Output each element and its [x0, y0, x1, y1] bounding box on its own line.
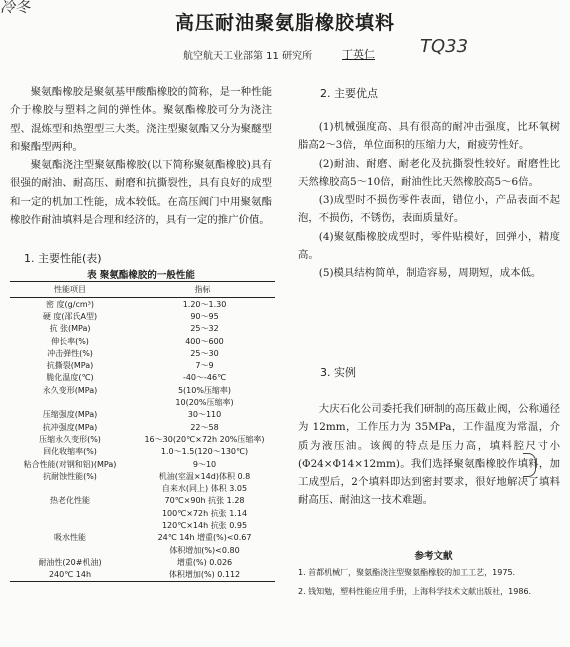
table-cell-value: 增重(%) 0.026	[176, 557, 233, 567]
table-cell-value: 体积增加(%) 0.112	[130, 569, 275, 582]
table-row	[10, 421, 275, 433]
advantage-item: (2)耐油、耐磨、耐老化及抗撕裂性较好。耐磨性比天然橡胶高5～10倍，耐油性比天然橡胶高5～6倍。	[298, 157, 560, 188]
table-cell-value: 体积增加(%)<0.80	[169, 545, 240, 555]
handwritten-bracket-mark	[523, 453, 536, 477]
table-row	[10, 359, 275, 371]
table-cell-property: 压缩永久变形(%)	[39, 434, 101, 444]
table-cell-property: 吸水性能	[54, 533, 86, 543]
table-row	[10, 384, 275, 396]
table-header-row	[10, 282, 275, 298]
author-name: 丁英仁	[342, 48, 375, 61]
table-row	[10, 323, 275, 335]
table-cell-property: 抗耐蚀性能(%)	[43, 471, 97, 481]
table-row	[10, 532, 275, 544]
handwritten-corner-mark: 冷冬	[0, 0, 31, 16]
table-cell-property: 抗 张(MPa)	[49, 324, 91, 334]
table-cell-value: 1.20～1.30	[182, 299, 227, 309]
table-cell-value: 24℃ 14h 增重(%)<0.67	[157, 533, 252, 543]
table-cell-property: 抗冲强度(MPa)	[42, 422, 98, 432]
section-3-heading: 3. 实例	[320, 366, 356, 379]
table-cell-value: 70℃×90h 抗张 1.28	[164, 496, 245, 506]
table-row	[10, 482, 275, 494]
table-cell-value: 120℃×14h 抗张 0.95	[161, 520, 248, 530]
properties-table	[10, 281, 275, 582]
table-cell-value: 10(20%压缩率)	[175, 398, 234, 408]
table-cell-value: 1.0～1.5(120～130℃)	[160, 447, 249, 457]
table-cell-property: 压缩强度(MPa)	[42, 410, 98, 420]
table-cell-property: 密 度(g/cm³)	[46, 299, 94, 309]
author-affiliation: 航空航天工业部第 11 研究所	[183, 51, 313, 62]
page-title: 高压耐油聚氨脂橡胶填料	[174, 12, 395, 34]
table-cell-property: 240℃ 14h	[10, 569, 130, 582]
references-list	[298, 566, 560, 603]
table-cell-property: 热老化性能	[50, 496, 90, 506]
table-header-property: 性能项目	[10, 282, 130, 298]
section-2-heading: 2. 主要优点	[320, 87, 378, 100]
reference-item: 2. 钱知勉，塑料性能应用手册，上海科学技术文献出版社，1986.	[298, 586, 532, 596]
intro-paragraph-1: 聚氨酯橡胶是聚氨基甲酸酯橡胶的简称，是一种性能介于橡胶与塑料之间的弹性体。聚氨酯橡胶可分为浇注型、混炼型和热塑型三大类。浇注型聚氨酯又分为聚醚型和聚酯型两种。	[10, 86, 272, 153]
table-cell-value: 22～58	[190, 422, 219, 432]
reference-item: 1. 首都机械厂，聚氨酯浇注型聚氨酯橡胶的加工工艺，1975.	[298, 568, 516, 577]
table-caption: 表 聚氨酯橡胶的一般性能	[87, 270, 195, 281]
table-cell-property: 永久变形(MPa)	[42, 385, 98, 395]
references-heading: 参考文献	[414, 551, 453, 562]
table-cell-property: 粘合性能(对钢和铝)(MPa)	[23, 459, 117, 469]
handwritten-class-code: TQ33	[420, 36, 469, 57]
table-header-value: 指标	[130, 282, 275, 298]
table-row	[10, 409, 275, 421]
table-row	[10, 372, 275, 384]
table-cell-value: 100℃×72h 抗张 1.14	[161, 508, 248, 518]
table-row	[10, 495, 275, 507]
table-cell-value: 自来水(同上) 体积 3.05	[161, 484, 248, 494]
table-row	[10, 347, 275, 359]
table-cell-value: 9～10	[192, 459, 217, 469]
table-cell-property: 耐油性(20#机油)	[38, 557, 102, 567]
advantage-item: (4)聚氨酯橡胶成型时，零件贴模好，回弹小，精度高。	[298, 230, 560, 262]
table-row	[10, 470, 275, 482]
advantages-section	[298, 118, 560, 283]
table-row	[10, 569, 275, 582]
table-cell-value: 5(10%压缩率)	[177, 385, 232, 395]
table-cell-value: 30～110	[187, 410, 222, 420]
intro-section	[10, 83, 272, 229]
table-cell-property	[10, 519, 130, 531]
table-row	[10, 298, 275, 311]
table-cell-property	[10, 396, 130, 408]
table-cell-property: 抗撕裂(MPa)	[46, 361, 94, 371]
table-cell-property	[10, 507, 130, 519]
section-1-heading: 1. 主要性能(表)	[24, 252, 102, 265]
table-cell-value: 7～9	[195, 361, 214, 371]
table-cell-value: 400～600	[185, 336, 224, 346]
table-row	[10, 458, 275, 470]
table-cell-value: 16～30(20℃×72h 20%压缩率)	[144, 434, 265, 444]
table-row	[10, 335, 275, 347]
table-row	[10, 433, 275, 445]
table-cell-value: 机油(室温×14d)体积 0.8	[158, 471, 251, 481]
table-row	[10, 519, 275, 531]
table-row	[10, 396, 275, 408]
table-cell-property: 回化收缩率(%)	[43, 447, 97, 457]
table-row	[10, 507, 275, 519]
table-row	[10, 310, 275, 322]
advantage-item: (5)模具结构简单，制造容易，周期短，成本低。	[318, 267, 542, 280]
table-cell-value: 25～32	[190, 324, 219, 334]
advantage-item: (1)机械强度高、具有很高的耐冲击强度，比环氧树脂高2～3倍，单位面积的压缩力大，耐疲劳性好。	[298, 121, 560, 152]
advantage-item: (3)成型时不损伤零件表面，错位小，产品表面不起泡，不损伤，不锈伤，表面质量好。	[298, 194, 560, 225]
table-cell-property	[10, 482, 130, 494]
table-cell-property: 硬 度(邵氏A型)	[42, 311, 98, 321]
table-cell-value: 25～30	[190, 348, 219, 358]
example-paragraph: 大庆石化公司委托我们研制的高压截止阀，公称通径为 12mm，工作压力为 35MPa，工作温度为常温，介质为液压油。该阀的特点是压力高，填料腔尺寸小(Φ24×Φ14×12mm)。我们选择聚氨酯橡胶作填料，加工成型后，2个填料即达到密封要求，很好地解决了填料耐高压、耐油这一技术难题。	[298, 403, 560, 507]
table-row	[10, 446, 275, 458]
table-cell-property: 冲击弹性(%)	[47, 348, 93, 358]
table-cell-property: 脆化温度(℃)	[46, 373, 94, 383]
table-cell-property: 伸长率(%)	[51, 336, 89, 346]
table-cell-value: -40～-46℃	[182, 373, 227, 383]
table-cell-value: 90～95	[190, 311, 219, 321]
example-section	[298, 400, 560, 510]
intro-paragraph-2: 聚氨酯浇注型聚氨酯橡胶(以下简称聚氨酯橡胶)具有很强的耐油、耐高压、耐磨和抗撕裂性，具有良好的成型和一定的机加工性能，成本较低。在高压阀门中用聚氨酯橡胶作耐油填料是合理和经济的，具有一定的推广价值。	[10, 159, 272, 227]
